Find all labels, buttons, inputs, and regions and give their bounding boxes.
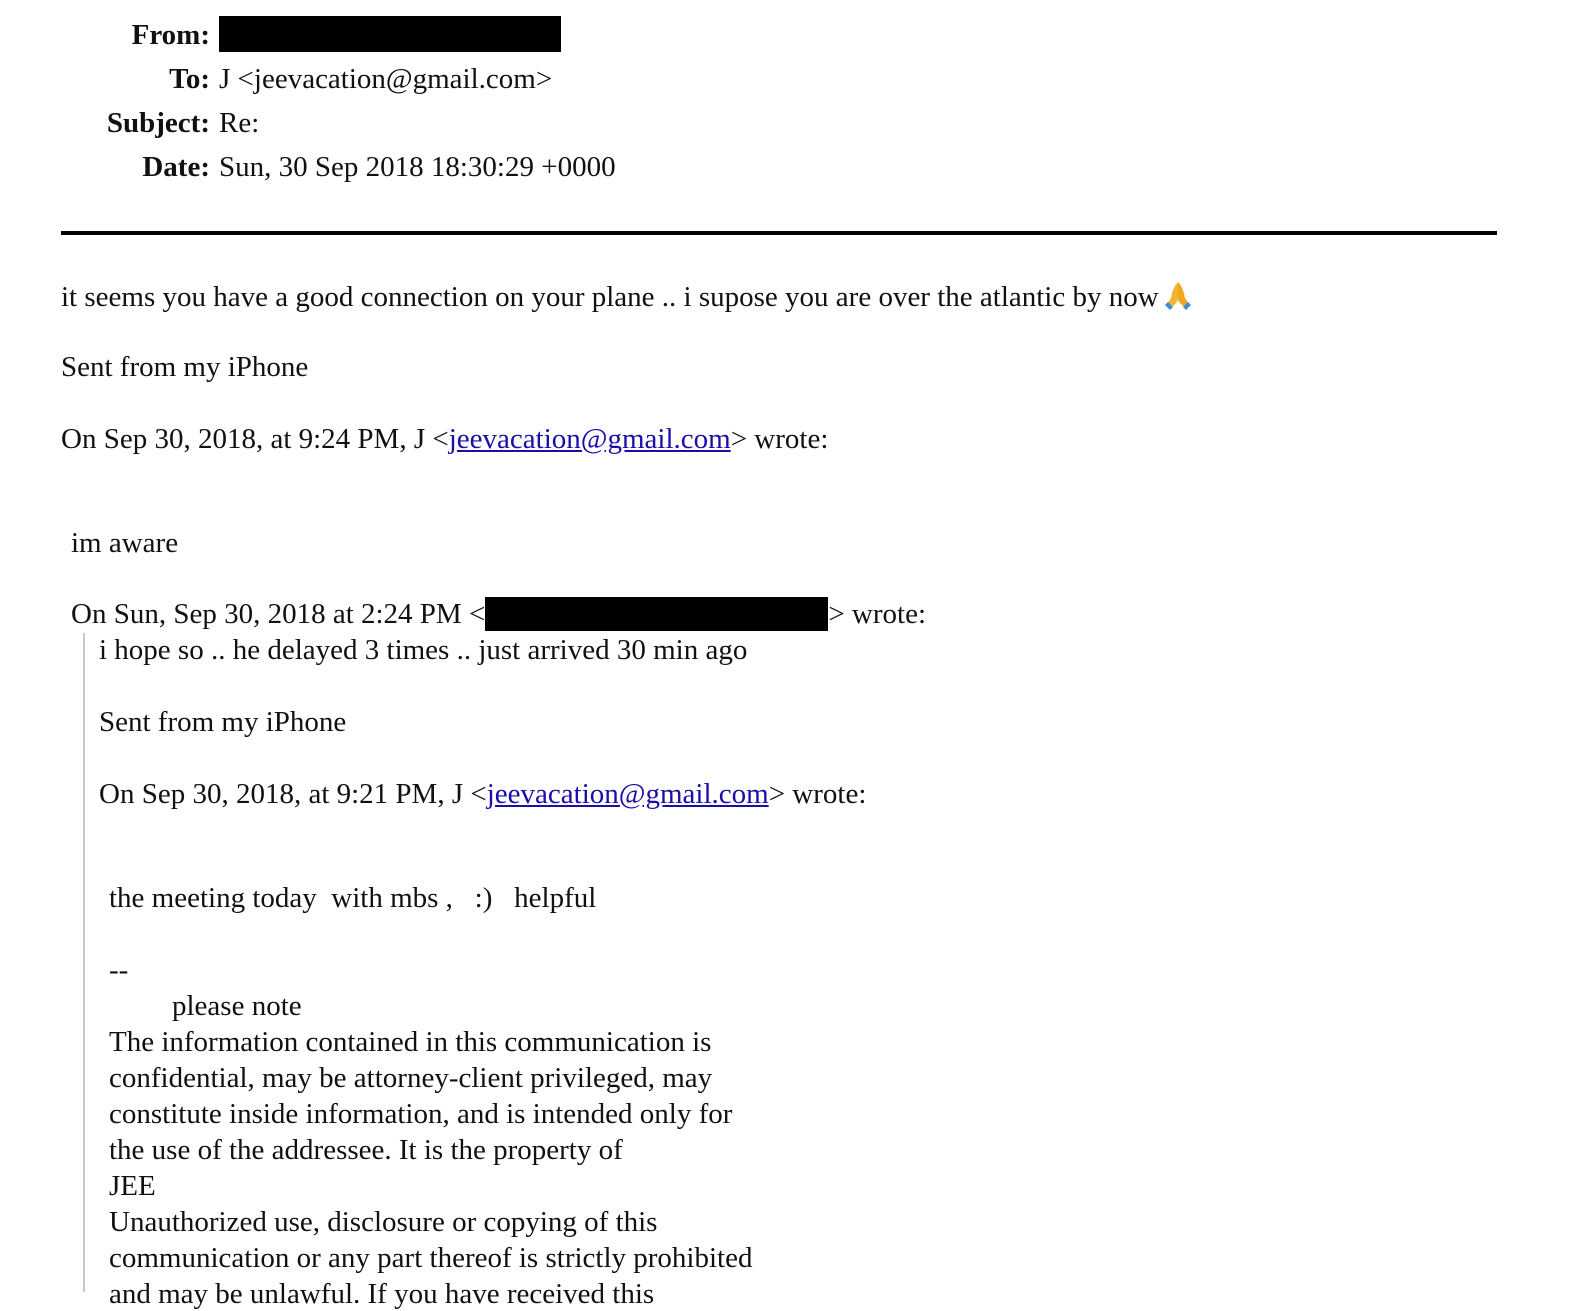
reply1-prefix: On Sep 30, 2018, at 9:24 PM, J < [61,423,449,455]
disclaimer-line: constitute inside information, and is intended only for [109,1098,733,1130]
disclaimer-line: confidential, may be attorney-client privileged, may [109,1062,713,1094]
reply2-prefix: On Sun, Sep 30, 2018 at 2:24 PM < [71,598,486,630]
subject-value: Re: [219,107,260,139]
to-label: To: [169,63,210,95]
reply2-signature: Sent from my iPhone [99,706,347,738]
reply1-text: im aware [71,527,179,559]
reply3-prefix: On Sep 30, 2018, at 9:21 PM, J < [99,778,487,810]
reply1-email-link[interactable]: jeevacation@gmail.com [448,423,731,455]
to-value: J <jeevacation@gmail.com> [219,63,553,95]
please-note: please note [172,990,302,1022]
reply3-text: the meeting today with mbs , :) helpful [109,882,597,914]
signature-dashes: -- [109,954,129,986]
quote-bar [83,633,85,1292]
reply3-email-link[interactable]: jeevacation@gmail.com [486,778,769,810]
reply1-suffix: > wrote: [730,423,829,455]
folded-hands-icon [1161,278,1195,312]
message-text: it seems you have a good connection on your plane .. i supose you are over the atlantic by now [61,281,1159,313]
disclaimer-line: and may be unlawful. If you have received this [109,1278,655,1310]
from-redaction [219,16,561,52]
from-label: From: [131,19,210,51]
reply2-suffix: > wrote: [828,598,927,630]
header-divider [61,231,1497,235]
date-label: Date: [142,151,210,183]
date-value: Sun, 30 Sep 2018 18:30:29 +0000 [219,151,616,183]
reply2-redaction [485,597,828,631]
subject-label: Subject: [106,107,210,139]
message-text-line [61,278,1195,314]
disclaimer-line: JEE [109,1170,156,1202]
reply3-header [99,777,866,811]
disclaimer-line: the use of the addressee. It is the property of [109,1134,623,1166]
disclaimer-line: The information contained in this communication is [109,1026,712,1058]
reply2-header [71,597,926,631]
disclaimer-line: communication or any part thereof is strictly prohibited [109,1242,753,1274]
signature: Sent from my iPhone [61,351,309,383]
disclaimer-line: Unauthorized use, disclosure or copying of this [109,1206,658,1238]
reply3-suffix: > wrote: [768,778,867,810]
reply1-header [61,422,828,456]
reply2-text: i hope so .. he delayed 3 times .. just arrived 30 min ago [99,634,748,666]
